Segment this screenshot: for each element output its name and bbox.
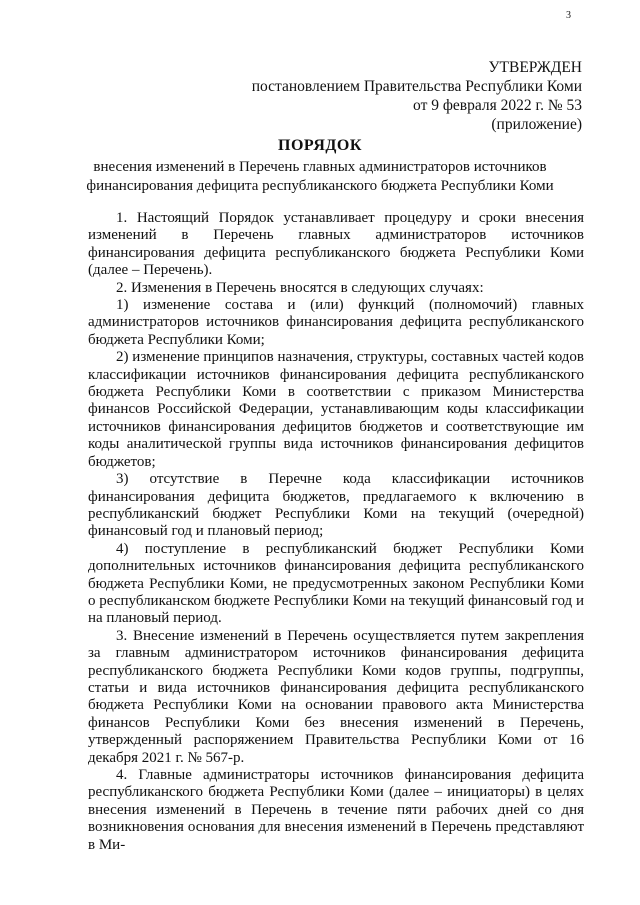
approval-line-appendix: (приложение): [491, 116, 582, 133]
document-subtitle: [60, 158, 580, 196]
approval-line-resolution: постановлением Правительства Республики Коми: [251, 78, 582, 95]
approval-line-date: от 9 февраля 2022 г. № 53: [413, 97, 582, 114]
paragraph-2-item-2: 2) изменение принципов назначения, структуры, составных частей кодов классификации источников финансирования дефицита республиканского бюджета Республики Коми в соответствии с приказом Министерства финансов Российской Федерации, устанавливающим коды классификации источников финансирования дефицитов бюджетов и соответствующие им коды аналитической группы вида источников финансирования дефицитов бюджетов;: [88, 349, 584, 470]
paragraph-1: 1. Настоящий Порядок устанавливает процедуру и сроки внесения изменений в Перечень главных администраторов источников финансирования дефицита республиканского бюджета Республики Коми (далее – Перечень).: [88, 210, 584, 279]
page-number: 3: [566, 10, 571, 21]
subtitle-line-2: финансирования дефицита республиканского бюджета Республики Коми: [86, 178, 554, 194]
approval-block: [162, 58, 582, 134]
paragraph-2-item-1: 1) изменение состава и (или) функций (полномочий) главных администраторов источников финансирования дефицита республиканского бюджета Республики Коми;: [88, 297, 584, 348]
paragraph-4: 4. Главные администраторы источников финансирования дефицита республиканского бюджета Республики Коми (далее – инициаторы) в целях внесения изменений в Перечень в течение пяти рабочих дней со дня возникновения основания для внесения изменений в Перечень представляют в Ми-: [88, 767, 584, 853]
subtitle-line-1: внесения изменений в Перечень главных администраторов источников: [93, 159, 547, 175]
document-body: [88, 210, 584, 854]
paragraph-2-item-4: 4) поступление в республиканский бюджет Республики Коми дополнительных источников финансирования дефицита республиканского бюджета Республики Коми, не предусмотренных законом Республики Коми о республиканском бюджете Республики Коми на текущий финансовый год и на плановый период.: [88, 540, 584, 627]
paragraph-3: 3. Внесение изменений в Перечень осуществляется путем закрепления за главным администратором источников финансирования дефицита республиканского бюджета Республики Коми кодов группы, подгруппы, статьи и вида источников финансирования дефицита республиканского бюджета Республики Коми на основании правового акта Министерства финансов Республики Коми без внесения изменений в Перечень, утвержденный распоряжением Правительства Республики Коми от 16 декабря 2021 г. № 567-р.: [88, 627, 584, 766]
document-title: ПОРЯДОК: [278, 137, 362, 154]
approval-line-approved: УТВЕРЖДЕН: [488, 59, 582, 76]
paragraph-2: 2. Изменения в Перечень вносятся в следующих случаях:: [116, 279, 484, 296]
paragraph-2-item-3: 3) отсутствие в Перечне кода классификации источников финансирования дефицита бюджетов, предлагаемого к включению в республиканский бюджет Республики Коми на текущий (очередной) финансовый год и плановый период;: [88, 471, 584, 540]
